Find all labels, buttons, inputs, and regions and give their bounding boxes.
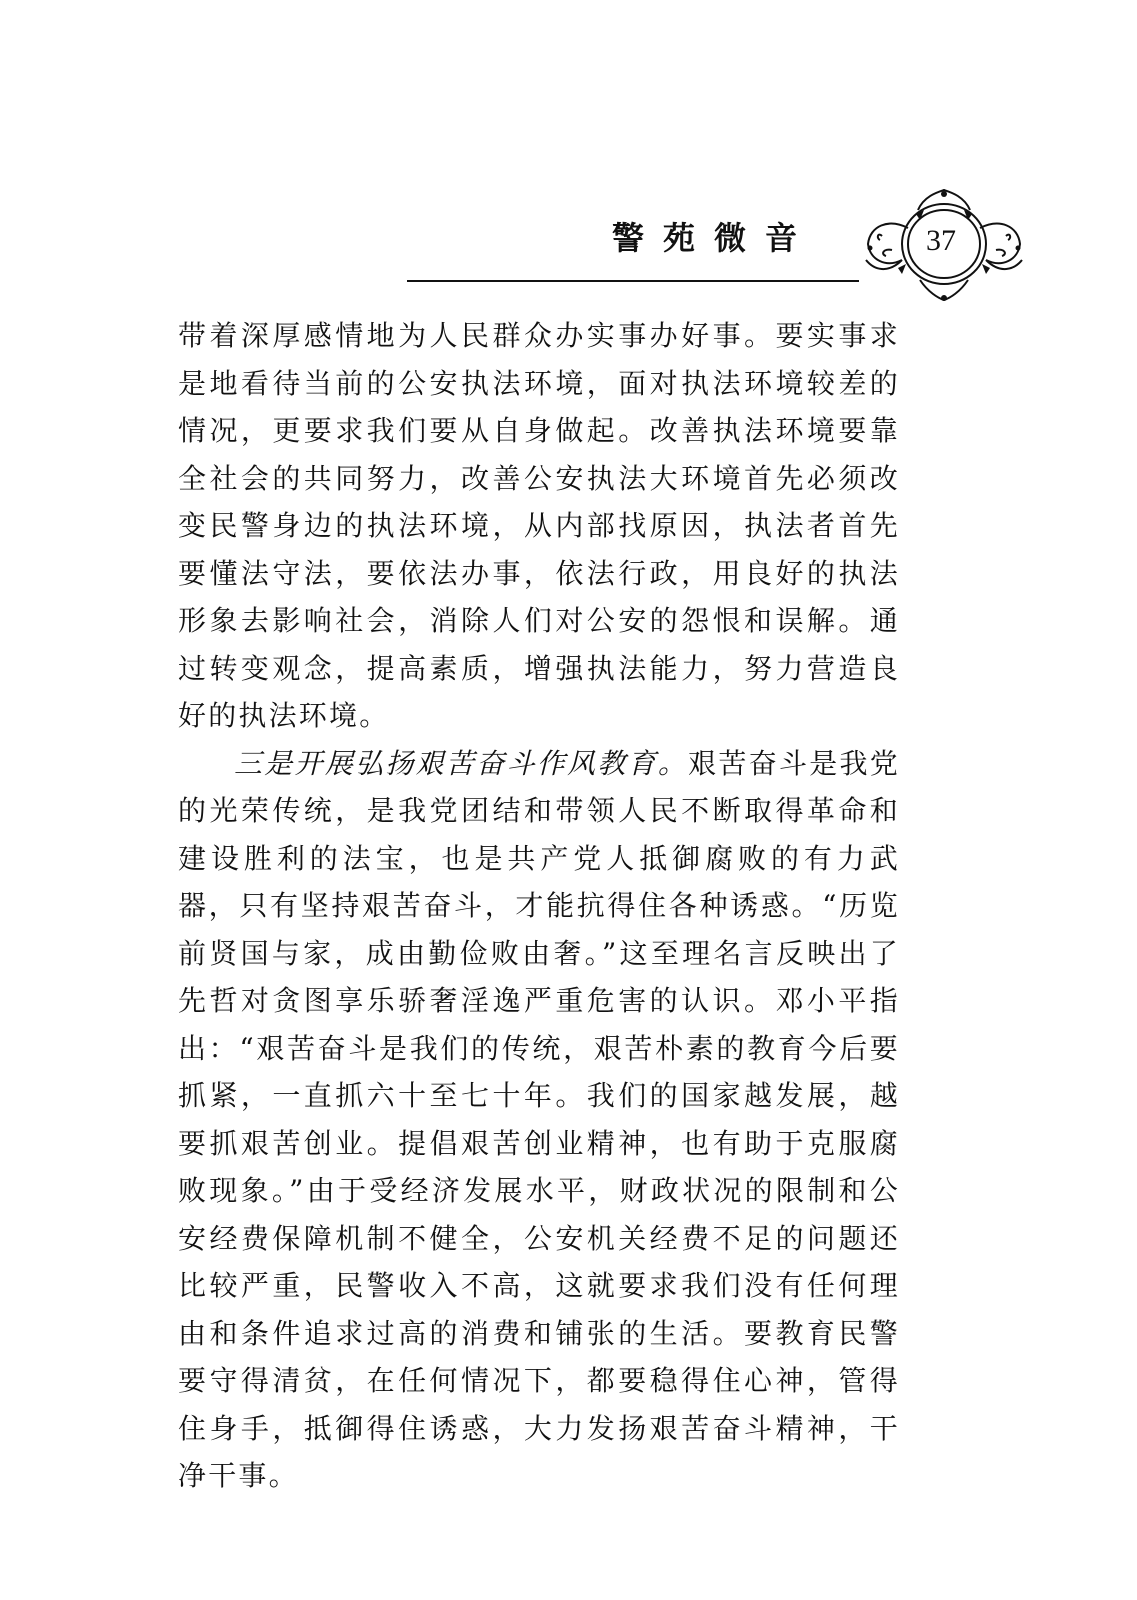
paragraph: [178, 740, 900, 1500]
body-text: [178, 312, 900, 1500]
header-rule: [407, 280, 859, 282]
page-header: [0, 0, 1137, 320]
running-title: 警苑微音: [612, 219, 817, 257]
page-number: 37: [926, 224, 956, 257]
paragraph-text: 带着深厚感情地为人民群众办实事办好事。要实事求是地看待当前的公安执法环境，面对执法环境较差的情况，更要求我们要从自身做起。改善执法环境要靠全社会的共同努力，改善公安执法大环境首先必须改变民警身边的执法环境，从内部找原因，执法者首先要懂法守法，要依法办事，依法行政，用良好的执法形象去影响社会，消除人们对公安的怨恨和误解。通过转变观念，提高素质，增强执法能力，努力营造良好的执法环境。: [178, 319, 900, 732]
paragraph-lead: 三是开展弘扬艰苦奋斗作风教育。: [234, 746, 689, 780]
paragraph-text: 艰苦奋斗是我党的光荣传统，是我党团结和带领人民不断取得革命和建设胜利的法宝，也是共产党人抵御腐败的有力武器，只有坚持艰苦奋斗，才能抗得住各种诱惑。“历览前贤国与家，成由勤俭败由奢。”这至理名言反映出了先哲对贪图享乐骄奢淫逸严重危害的认识。邓小平指出：“艰苦奋斗是我们的传统，艰苦朴素的教育今后要抓紧，一直抓六十至七十年。我们的国家越发展，越要抓艰苦创业。提倡艰苦创业精神，也有助于克服腐败现象。”由于受经济发展水平，财政状况的限制和公安经费保障机制不健全，公安机关经费不足的问题还比较严重，民警收入不高，这就要求我们没有任何理由和条件追求过高的消费和铺张的生活。要教育民警要守得清贫，在任何情况下，都要稳得住心神，管得住身手，抵御得住诱惑，大力发扬艰苦奋斗精神，干净干事。: [178, 746, 900, 1492]
paragraph: [178, 312, 900, 740]
